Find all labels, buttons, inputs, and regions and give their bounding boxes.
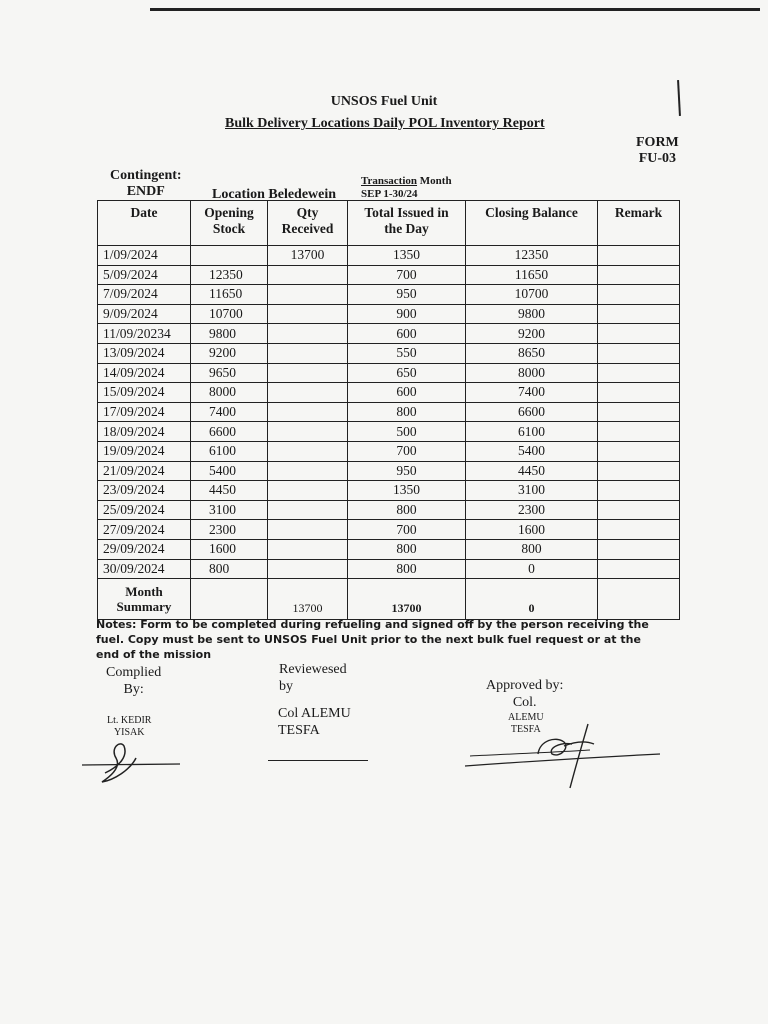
- summary-received: 13700: [268, 579, 348, 620]
- total-issued-cell: 650: [348, 363, 466, 383]
- opening-stock-cell: 6100: [191, 441, 268, 461]
- opening-stock-cell: 9200: [191, 343, 268, 363]
- total-issued-cell: 500: [348, 422, 466, 442]
- qty-received-cell: [268, 363, 348, 383]
- total-issued-cell: 950: [348, 285, 466, 305]
- summary-closing: 0: [466, 579, 598, 620]
- remark-cell: [598, 363, 680, 383]
- closing-balance-cell: 12350: [466, 246, 598, 266]
- closing-balance-cell: 9800: [466, 304, 598, 324]
- closing-balance-cell: 2300: [466, 500, 598, 520]
- header-opening-stock: Opening Stock: [191, 201, 268, 246]
- date-cell: 1/09/2024: [98, 246, 191, 266]
- month-summary-row: [98, 579, 680, 620]
- remark-cell: [598, 481, 680, 501]
- opening-stock-cell: 10700: [191, 304, 268, 324]
- contingent-value: ENDF: [126, 184, 165, 199]
- transaction-month-label: Month: [419, 175, 452, 187]
- remark-cell: [598, 422, 680, 442]
- remark-cell: [598, 559, 680, 579]
- form-number: [636, 135, 679, 167]
- opening-stock-cell: 6600: [191, 422, 268, 442]
- qty-received-cell: [268, 461, 348, 481]
- total-issued-cell: 700: [348, 441, 466, 461]
- table-row: [98, 422, 680, 442]
- date-cell: 23/09/2024: [98, 481, 191, 501]
- qty-received-cell: [268, 500, 348, 520]
- header-remark: Remark: [598, 201, 680, 246]
- contingent-block: [110, 168, 182, 200]
- contingent-label: Contingent:: [110, 168, 182, 183]
- report-title: UNSOS Fuel Unit: [330, 94, 438, 109]
- qty-received-cell: [268, 402, 348, 422]
- table-row: [98, 246, 680, 266]
- summary-opening: [191, 579, 268, 620]
- closing-balance-cell: 800: [466, 539, 598, 559]
- total-issued-cell: 950: [348, 461, 466, 481]
- closing-balance-cell: 5400: [466, 441, 598, 461]
- total-issued-cell: 900: [348, 304, 466, 324]
- total-issued-cell: 700: [348, 520, 466, 540]
- qty-received-cell: [268, 265, 348, 285]
- date-cell: 21/09/2024: [98, 461, 191, 481]
- closing-balance-cell: 6600: [466, 402, 598, 422]
- qty-received-cell: [268, 324, 348, 344]
- qty-received-cell: [268, 285, 348, 305]
- date-cell: 11/09/20234: [98, 324, 191, 344]
- total-issued-cell: 1350: [348, 481, 466, 501]
- remark-cell: [598, 304, 680, 324]
- date-cell: 9/09/2024: [98, 304, 191, 324]
- summary-issued: 13700: [348, 579, 466, 620]
- remark-cell: [598, 343, 680, 363]
- remark-cell: [598, 539, 680, 559]
- transaction-block: [361, 175, 452, 201]
- qty-received-cell: [268, 343, 348, 363]
- report-subtitle: Bulk Delivery Locations Daily POL Inventory Report: [225, 116, 545, 131]
- qty-received-cell: [268, 520, 348, 540]
- opening-stock-cell: 7400: [191, 402, 268, 422]
- opening-stock-cell: 2300: [191, 520, 268, 540]
- opening-stock-cell: 1600: [191, 539, 268, 559]
- opening-stock-cell: 4450: [191, 481, 268, 501]
- date-cell: 7/09/2024: [98, 285, 191, 305]
- table-row: [98, 559, 680, 579]
- closing-balance-cell: 7400: [466, 383, 598, 403]
- table-row: [98, 343, 680, 363]
- opening-stock-cell: 12350: [191, 265, 268, 285]
- table-row: [98, 265, 680, 285]
- remark-cell: [598, 265, 680, 285]
- closing-balance-cell: 10700: [466, 285, 598, 305]
- table-row: [98, 383, 680, 403]
- date-cell: 29/09/2024: [98, 539, 191, 559]
- reviewed-signature-line: [268, 760, 368, 761]
- summary-label: Month Summary: [98, 579, 191, 620]
- table-header-row: [98, 201, 680, 246]
- qty-received-cell: [268, 559, 348, 579]
- date-cell: 14/09/2024: [98, 363, 191, 383]
- qty-received-cell: [268, 422, 348, 442]
- remark-cell: [598, 461, 680, 481]
- qty-received-cell: [268, 481, 348, 501]
- total-issued-cell: 800: [348, 500, 466, 520]
- reviewed-by-name: Col ALEMU TESFA: [278, 706, 351, 738]
- table-row: [98, 500, 680, 520]
- approved-by-name: ALEMU TESFA: [508, 712, 544, 735]
- closing-balance-cell: 6100: [466, 422, 598, 442]
- closing-balance-cell: 3100: [466, 481, 598, 501]
- table-body: [98, 246, 680, 579]
- closing-balance-cell: 0: [466, 559, 598, 579]
- date-cell: 25/09/2024: [98, 500, 191, 520]
- location-label: Location Beledewein: [212, 187, 337, 202]
- table-row: [98, 441, 680, 461]
- opening-stock-cell: 11650: [191, 285, 268, 305]
- closing-balance-cell: 1600: [466, 520, 598, 540]
- total-issued-cell: 800: [348, 539, 466, 559]
- remark-cell: [598, 402, 680, 422]
- date-cell: 15/09/2024: [98, 383, 191, 403]
- qty-received-cell: [268, 441, 348, 461]
- compiled-by-label: Complied By:: [106, 665, 162, 697]
- header-total-issued: Total Issued in the Day: [348, 201, 466, 246]
- remark-cell: [598, 500, 680, 520]
- table-row: [98, 324, 680, 344]
- table-row: [98, 285, 680, 305]
- opening-stock-cell: 9650: [191, 363, 268, 383]
- compiled-signature: [80, 738, 190, 788]
- transaction-value: SEP 1-30/24: [361, 188, 418, 200]
- total-issued-cell: 1350: [348, 246, 466, 266]
- reviewed-by-label: Reviewesed by: [279, 662, 347, 694]
- qty-received-cell: [268, 304, 348, 324]
- closing-balance-cell: 4450: [466, 461, 598, 481]
- summary-remark: [598, 579, 680, 620]
- remark-cell: [598, 520, 680, 540]
- compiled-by-name: Lt. KEDIR YISAK: [107, 715, 152, 738]
- closing-balance-cell: 8650: [466, 343, 598, 363]
- table-row: [98, 363, 680, 383]
- date-cell: 5/09/2024: [98, 265, 191, 285]
- date-cell: 27/09/2024: [98, 520, 191, 540]
- closing-balance-cell: 9200: [466, 324, 598, 344]
- qty-received-cell: 13700: [268, 246, 348, 266]
- remark-cell: [598, 246, 680, 266]
- opening-stock-cell: 5400: [191, 461, 268, 481]
- header-qty-received: Qty Received: [268, 201, 348, 246]
- total-issued-cell: 600: [348, 383, 466, 403]
- table-row: [98, 402, 680, 422]
- total-issued-cell: 800: [348, 559, 466, 579]
- table-row: [98, 520, 680, 540]
- top-border-line: [150, 8, 760, 11]
- remark-cell: [598, 285, 680, 305]
- date-cell: 17/09/2024: [98, 402, 191, 422]
- inventory-table: [97, 200, 680, 620]
- date-cell: 19/09/2024: [98, 441, 191, 461]
- opening-stock-cell: 9800: [191, 324, 268, 344]
- opening-stock-cell: 3100: [191, 500, 268, 520]
- total-issued-cell: 700: [348, 265, 466, 285]
- table-row: [98, 481, 680, 501]
- opening-stock-cell: 800: [191, 559, 268, 579]
- qty-received-cell: [268, 539, 348, 559]
- table-row: [98, 304, 680, 324]
- form-code: FU-03: [638, 151, 677, 166]
- notes-text: Notes: Form to be completed during refueling and signed off by the person receiving the fuel. Copy must be sent to UNSOS Fuel Unit prior to the next bulk fuel request or at the end of the mission: [96, 618, 649, 661]
- header-closing-balance: Closing Balance: [466, 201, 598, 246]
- remark-cell: [598, 383, 680, 403]
- date-cell: 13/09/2024: [98, 343, 191, 363]
- remark-cell: [598, 324, 680, 344]
- closing-balance-cell: 8000: [466, 363, 598, 383]
- transaction-label: Transaction: [361, 175, 418, 187]
- total-issued-cell: 800: [348, 402, 466, 422]
- table-row: [98, 461, 680, 481]
- form-label: FORM: [636, 135, 679, 150]
- total-issued-cell: 550: [348, 343, 466, 363]
- header-date: Date: [98, 201, 191, 246]
- approved-by-label: Approved by: Col.: [486, 678, 564, 710]
- opening-stock-cell: 8000: [191, 383, 268, 403]
- date-cell: 30/09/2024: [98, 559, 191, 579]
- qty-received-cell: [268, 383, 348, 403]
- total-issued-cell: 600: [348, 324, 466, 344]
- date-cell: 18/09/2024: [98, 422, 191, 442]
- table-row: [98, 539, 680, 559]
- remark-cell: [598, 441, 680, 461]
- approved-signature: [460, 718, 670, 793]
- closing-balance-cell: 11650: [466, 265, 598, 285]
- opening-stock-cell: [191, 246, 268, 266]
